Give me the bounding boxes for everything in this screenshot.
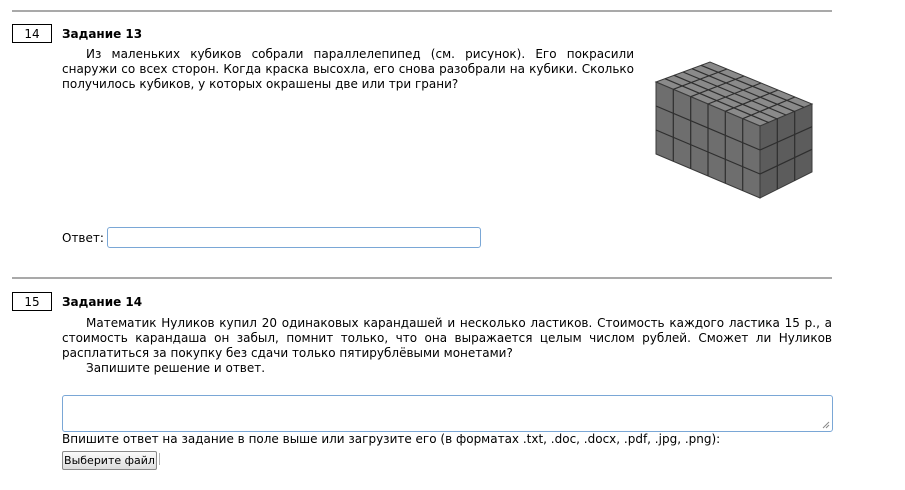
task-text-body: Математик Нуликов купил 20 одинаковых карандашей и несколько ластиков. Стоимость каждого ластика 15 р., а стоимость карандаша он забыл, помнит только, что она выражается целым числом рублей. Сможет ли Нуликов расплатиться за покупку без сдачи только пятирублёвыми монетами?: [62, 316, 832, 360]
resize-handle-icon[interactable]: [822, 421, 830, 429]
task-title: Задание 13: [62, 27, 143, 41]
task-number-box: 14: [12, 24, 52, 43]
task-text: [62, 316, 832, 376]
task-text-body: Из маленьких кубиков собрали параллелепипед (см. рисунок). Его покрасили снаружи со всех сторон. Когда краска высохла, его снова разобрали на кубики. Сколько получилось кубиков, у которых окрашены две или три грани?: [62, 47, 634, 91]
answer-label: Ответ:: [62, 231, 104, 245]
task-title: Задание 14: [62, 295, 143, 309]
task-number-box: 15: [12, 292, 52, 311]
task-text: [62, 47, 634, 92]
divider-middle: [12, 277, 832, 279]
solution-textarea[interactable]: [62, 395, 833, 432]
answer-input[interactable]: [107, 227, 481, 248]
cube-parallelepiped-figure: [650, 56, 820, 201]
divider-top: [12, 10, 832, 12]
upload-hint: Впишите ответ на задание в поле выше или загрузите его (в форматах .txt, .doc, .docx, .pdf, .jpg, .png):: [62, 432, 721, 446]
task-instruction: Запишите решение и ответ.: [86, 361, 266, 375]
choose-file-button[interactable]: Выберите файл: [62, 451, 157, 470]
file-input-divider: [159, 453, 160, 465]
